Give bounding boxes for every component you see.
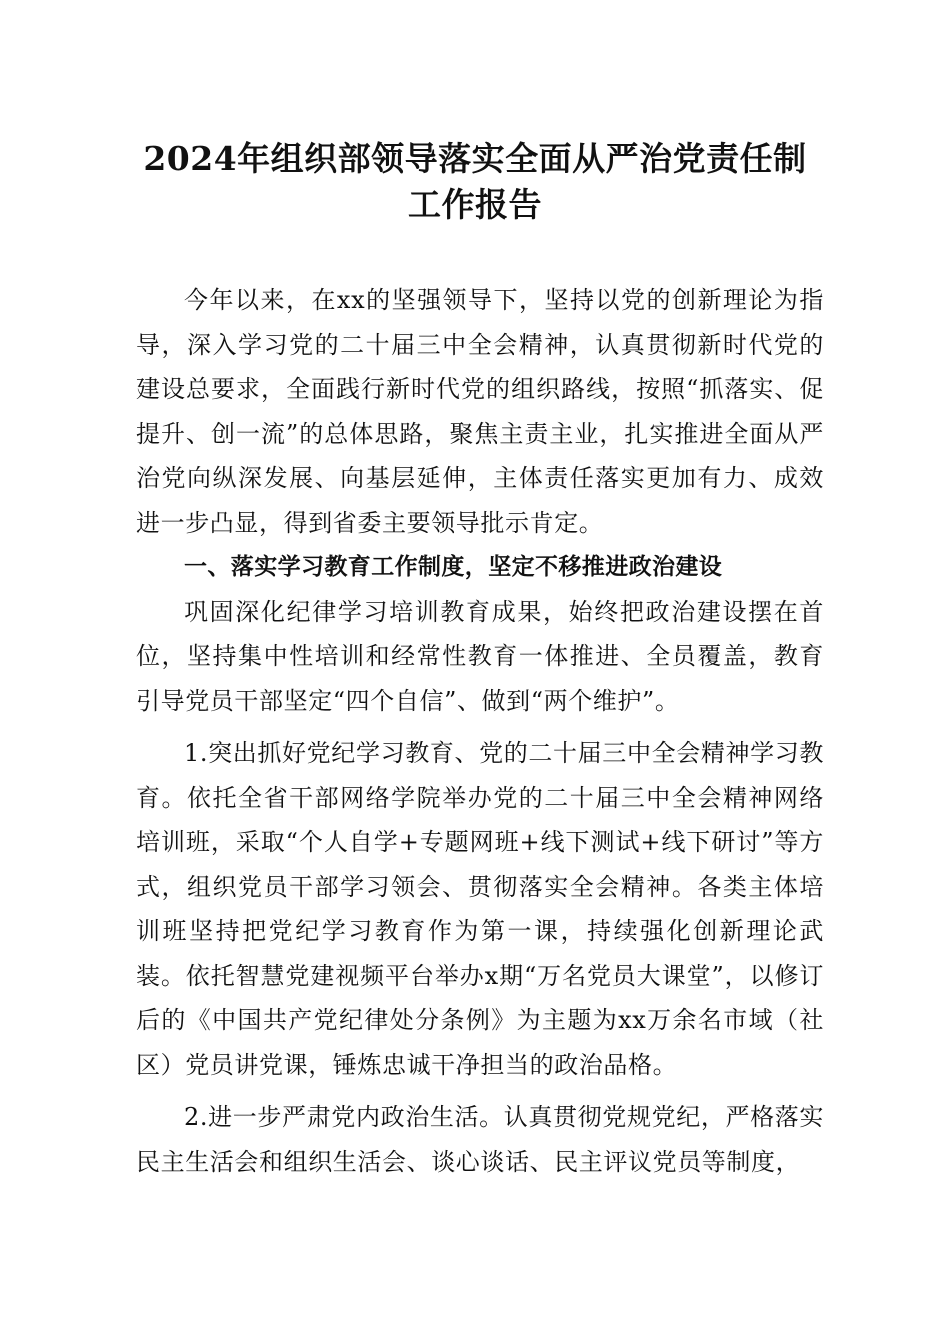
document-body <box>136 278 824 1184</box>
title-line-2: 工作报告 <box>408 185 542 224</box>
intro-paragraph: 今年以来，在xx的坚强领导下，坚持以党的创新理论为指导，深入学习党的二十届三中全会精神，认真贯彻新时代党的建设总要求，全面践行新时代党的组织路线，按照“抓落实、促提升、创一流”的总体思路，聚焦主责主业，扎实推进全面从严治党向纵深发展、向基层延伸，主体责任落实更加有力、成效进一步凸显，得到省委主要领导批示肯定。 <box>136 286 824 537</box>
section-1-intro-paragraph: 巩固深化纪律学习培训教育成果，始终把政治建设摆在首位，坚持集中性培训和经常性教育一体推进、全员覆盖，教育引导党员干部坚定“四个自信”、做到“两个维护”。 <box>136 597 824 715</box>
section-1-heading: 一、落实学习教育工作制度，坚定不移推进政治建设 <box>184 554 723 580</box>
item-1-paragraph: 1.突出抓好党纪学习教育、党的二十届三中全会精神学习教育。依托全省干部网络学院举办党的二十届三中全会精神网络培训班，采取“个人自学+专题网班+线下测试+线下研讨”等方式，组织党员干部学习领会、贯彻落实全会精神。各类主体培训班坚持把党纪学习教育作为第一课，持续强化创新理论武装。依托智慧党建视频平台举办x期“万名党员大课堂”，以修订后的《中国共产党纪律处分条例》为主题为xx万余名市域（社区）党员讲党课，锤炼忠诚干净担当的政治品格。 <box>136 739 824 1079</box>
item-2-paragraph: 2.进一步严肃党内政治生活。认真贯彻党规党纪，严格落实民主生活会和组织生活会、谈心谈话、民主评议党员等制度， <box>136 1103 824 1176</box>
title-line-1: 2024年组织部领导落实全面从严治党责任制 <box>143 139 807 178</box>
document-title <box>120 136 830 228</box>
